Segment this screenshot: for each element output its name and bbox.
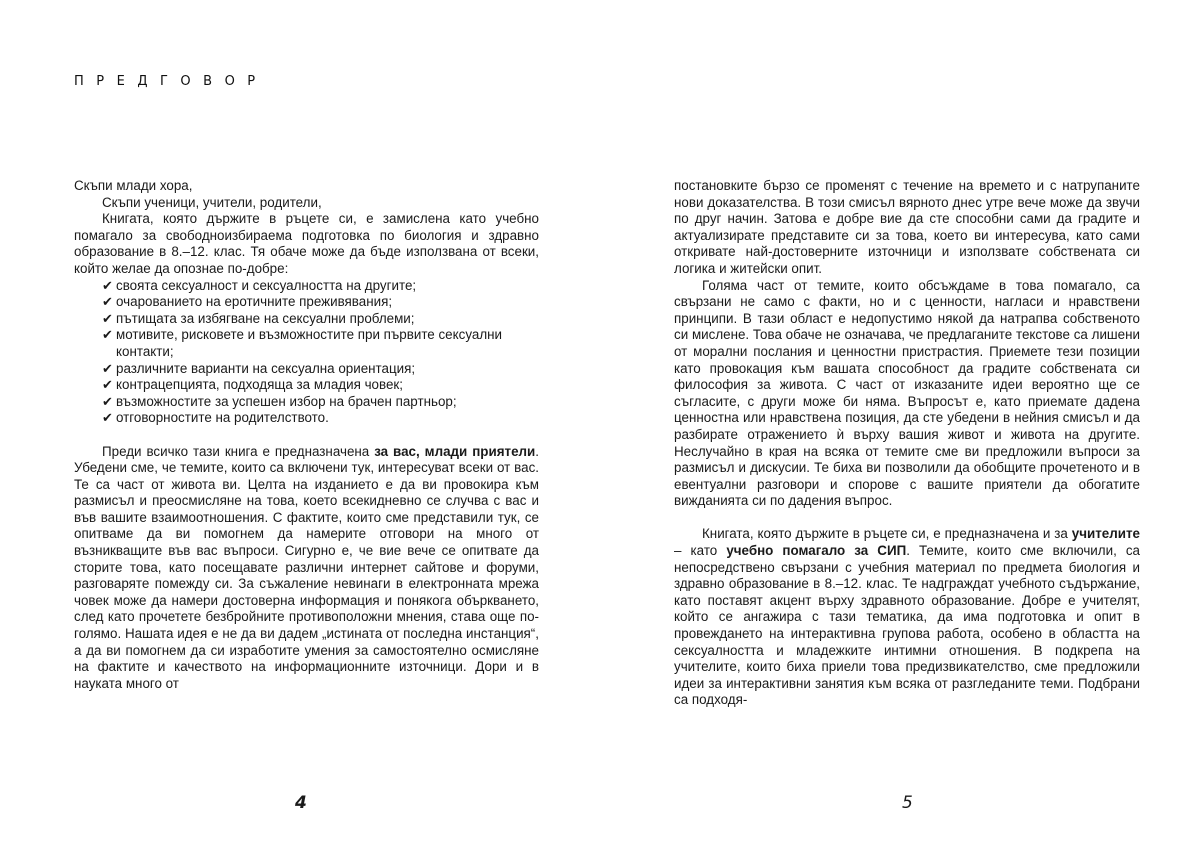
greeting-students-teachers-parents: Скъпи ученици, учители, родители, [102,194,322,210]
list-item: ✔ очарованието на еротичните преживявания; [102,294,393,310]
young-friends-paragraph: Преди всичко тази книга е предназначена за вас, млади приятели. Убедени сме, че темите, които са включени тук, интересуват всеки от вас. Те са част от живота ви. Целта на изданието е да ви провокира към размисъл и преосмисляне на това, което всекидневно се случва с вас и във вашите взаимоотношения. С фактите, които сме представили тук, се опитваме да ви помогнем да намерите отговори на много от възникващите във вас въпроси. Сигурно е, че вие вече се опитвате да сторите това, като посещавате различни интернет сайтове и форуми, разговаряте помежду си. За съжаление невинаги в електронната мрежа човек може да намери достоверна информация и понякога объркването, след като прочетете безбройните противоположни мнения, става още по-голямо. Нашата идея е не да ви дадем „истината от последна инстанция“, а да ви помогнем да си изработите умения за самостоятелно осмисляне на фактите и качеството на информационните източници. Дори и в науката много от [74,443,539,691]
bold-emphasis: учителите [1071,526,1140,542]
topics-list [74,278,539,427]
right-page [674,178,1140,709]
intro-paragraph: Книгата, която държите в ръцете си, е замислена като учебно помагало за свободноизбираема подготовка по биология и здравно образование в 8.–12. клас. Тя обаче може да бъде използвана от всеки, който желае да опознае по-добре: [74,211,539,276]
continuation-paragraph: постановките бързо се променят с течение на времето и с натрупаните нови доказателства. В този смисъл вярното днес утре вече може да звучи по друг начин. Затова е добре вие да сте способни сами да градите и актуализирате представите си за това, което ви интересува, като сами откривате най-достоверните източници и използвате собствената си логика и житейски опит. [674,178,1140,276]
list-item: ✔ различните варианти на сексуална ориентация; [102,360,416,376]
check-icon: ✔ [102,277,113,293]
bold-emphasis: за вас, млади приятели [374,443,536,459]
page-number-right: 5 [902,793,913,813]
list-item: ✔ своята сексуалност и сексуалността на другите; [102,277,417,293]
teachers-paragraph: Книгата, която държите в ръцете си, е предназначена и за учителите – като учебно помагало за СИП. Темите, които сме включили, са непосредствено свързани с учебния материал по предмета биология и здравно образование в 8.–12. клас. Те надграждат учебното съдържание, като поставят акцент върху здравното образование. Добре е учителят, който се ангажира с тази тематика, да има подготовка и опит в провеждането на интерактивна групова работа, особено в областта на сексуалността и младежките интимни отношения. В подкрепа на учителите, които биха приели това предизвикателство, сме предложили идеи за интерактивни занятия към всяка от разгледаните теми. Подбрани са подходя- [674,526,1141,708]
check-icon: ✔ [102,327,113,343]
check-icon: ✔ [102,294,113,310]
bold-emphasis: учебно помагало за СИП [726,543,907,559]
list-item: ✔ контрацепцията, подходяща за младия човек; [102,377,403,393]
greeting-young-people: Скъпи млади хора, [74,178,193,193]
page-number-left: 4 [295,793,307,813]
values-paragraph: Голяма част от темите, които обсъждаме в това помагало, са свързани не само с факти, но и с ценности, нагласи и нравствени принципи. В тази област е недопустимо някой да натрапва собственото си мислене. Това обаче не означава, че предлаганите текстове са лишени от морални послания и ценностни пристрастия. Приемете тези позиции като провокация към вашата способност да градите собствената си философия за живота. С част от изказаните идеи вероятно ще се съгласите, с други може би няма. Въпросът е, като приемате дадена ценностна или нравствена позиция, да сте убедени в нейния смисъл и да разбирате отражението ѝ върху вашия живот и живота на другите. Неслучайно в края на всяка от темите сме ви предложили въпроси за размисъл и дискусии. Те биха ви позволили да обобщите прочетеното и в евентуални разговори и спорове с вашите приятели да обогатите вижданията си по дадения въпрос. [674,277,1140,509]
check-icon: ✔ [102,393,113,409]
left-page [74,178,539,692]
list-item: ✔ възможностите за успешен избор на брачен партньор; [102,393,457,409]
chapter-heading: ПРЕДГОВОР [74,74,268,89]
check-icon: ✔ [102,377,113,393]
list-item: ✔ пътищата за избягване на сексуални проблеми; [102,310,415,326]
check-icon: ✔ [102,310,113,326]
list-item: ✔ мотивите, рисковете и възможностите при първите сексуални контакти; [102,327,503,359]
list-item: ✔ отговорностите на родителството. [102,410,329,426]
check-icon: ✔ [102,410,113,426]
check-icon: ✔ [102,360,113,376]
